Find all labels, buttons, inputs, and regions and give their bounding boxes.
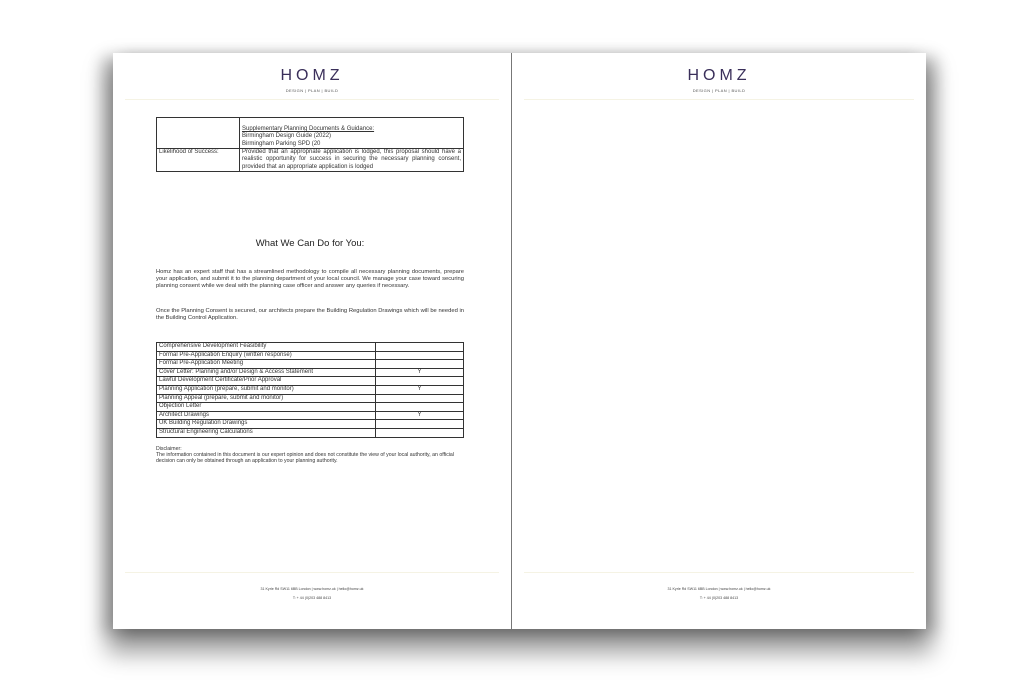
service-name: Lawful Development Certificate/Prior Approval	[157, 377, 376, 386]
table-row	[157, 368, 464, 377]
table-row	[157, 343, 464, 352]
followup-paragraph: Once the Planning Consent is secured, our architects prepare the Building Regulation Drawings which will be needed in the Building Control Application.	[156, 308, 464, 322]
service-included	[376, 420, 464, 429]
service-name: Structural Engineering Calculations	[157, 428, 376, 437]
service-included	[376, 351, 464, 360]
header-rule	[125, 99, 499, 100]
service-name: Objection Letter	[157, 403, 376, 412]
service-included	[376, 343, 464, 352]
service-included	[376, 428, 464, 437]
service-name: Planning Appeal (prepare, submit and monitor)	[157, 394, 376, 403]
section-title: What We Can Do for You:	[255, 238, 365, 249]
row-value: Provided that an appropriate application is lodged, this proposal should have a realistic opportunity for success in securing the necessary planning consent, provided that an appropriate application is lodged	[240, 149, 464, 172]
table-row	[157, 428, 464, 437]
table-row	[157, 420, 464, 429]
tagline: DESIGN | PLAN | BUILD	[285, 88, 339, 93]
table-row	[157, 394, 464, 403]
footer-address: 31 Kyrle Rd SW11 6BB London | www.homz.uk | hello@homz.uk	[667, 587, 771, 591]
footer-rule	[524, 572, 914, 573]
service-name: Architect Drawings	[157, 411, 376, 420]
services-table	[156, 342, 464, 438]
policy-table	[156, 117, 464, 172]
document-spread	[113, 53, 926, 629]
service-included: Y	[376, 385, 464, 394]
table-row	[157, 385, 464, 394]
table-row	[157, 351, 464, 360]
policy-table-wrapper	[156, 117, 464, 172]
footer-phone: T: + 44 (0)203 488 8413	[292, 596, 332, 600]
services-table-wrapper	[156, 342, 464, 438]
row-label	[157, 118, 240, 149]
service-name: Planning Application (prepare, submit and monitor)	[157, 385, 376, 394]
service-name: Formal Pre-Application Enquiry (written response)	[157, 351, 376, 360]
homz-logo: HOMZ	[687, 67, 751, 84]
table-row	[157, 377, 464, 386]
table-row	[157, 360, 464, 369]
service-name: Comprehensive Development Feasibility	[157, 343, 376, 352]
service-included	[376, 360, 464, 369]
service-included	[376, 394, 464, 403]
service-included: Y	[376, 368, 464, 377]
table-row	[157, 411, 464, 420]
service-included: Y	[376, 411, 464, 420]
homz-logo: HOMZ	[280, 67, 344, 84]
service-included	[376, 377, 464, 386]
spd-line: Birmingham Design Guide (2022)	[242, 133, 332, 140]
right-page	[512, 53, 926, 629]
row-value	[240, 118, 464, 149]
disclaimer	[156, 446, 464, 465]
table-row	[157, 149, 464, 172]
table-row	[157, 403, 464, 412]
header-rule	[524, 99, 914, 100]
intro-paragraph: Homz has an expert staff that has a streamlined methodology to compile all necessary planning documents, prepare your application, and submit it to the planning department of your local council. We manage your case toward securing planning consent while we deal with the planning case officer and answer any queries if necessary.	[156, 269, 464, 290]
footer-phone: T: + 44 (0)203 488 8413	[699, 596, 739, 600]
tagline: DESIGN | PLAN | BUILD	[692, 88, 746, 93]
service-included	[376, 403, 464, 412]
service-name: UK Building Regulation Drawings	[157, 420, 376, 429]
row-label: Likelihood of Success:	[157, 149, 240, 172]
spd-heading: Supplementary Planning Documents & Guidance:	[242, 126, 375, 132]
left-page	[113, 53, 511, 629]
footer-address: 31 Kyrle Rd SW11 6BB London | www.homz.uk | hello@homz.uk	[260, 587, 364, 591]
table-row	[157, 118, 464, 149]
disclaimer-text: The information contained in this document is our expert opinion and does not constitute the view of your local authority, an official decision can only be obtained through an application to your planning authority.	[156, 452, 454, 465]
footer-rule	[125, 572, 499, 573]
spd-line: Birmingham Parking SPD (20	[242, 140, 321, 147]
disclaimer-heading: Disclaimer:	[156, 446, 182, 452]
service-name: Formal Pre-Application Meeting	[157, 360, 376, 369]
service-name: Cover Letter: Planning and/or Design & Access Statement	[157, 368, 376, 377]
